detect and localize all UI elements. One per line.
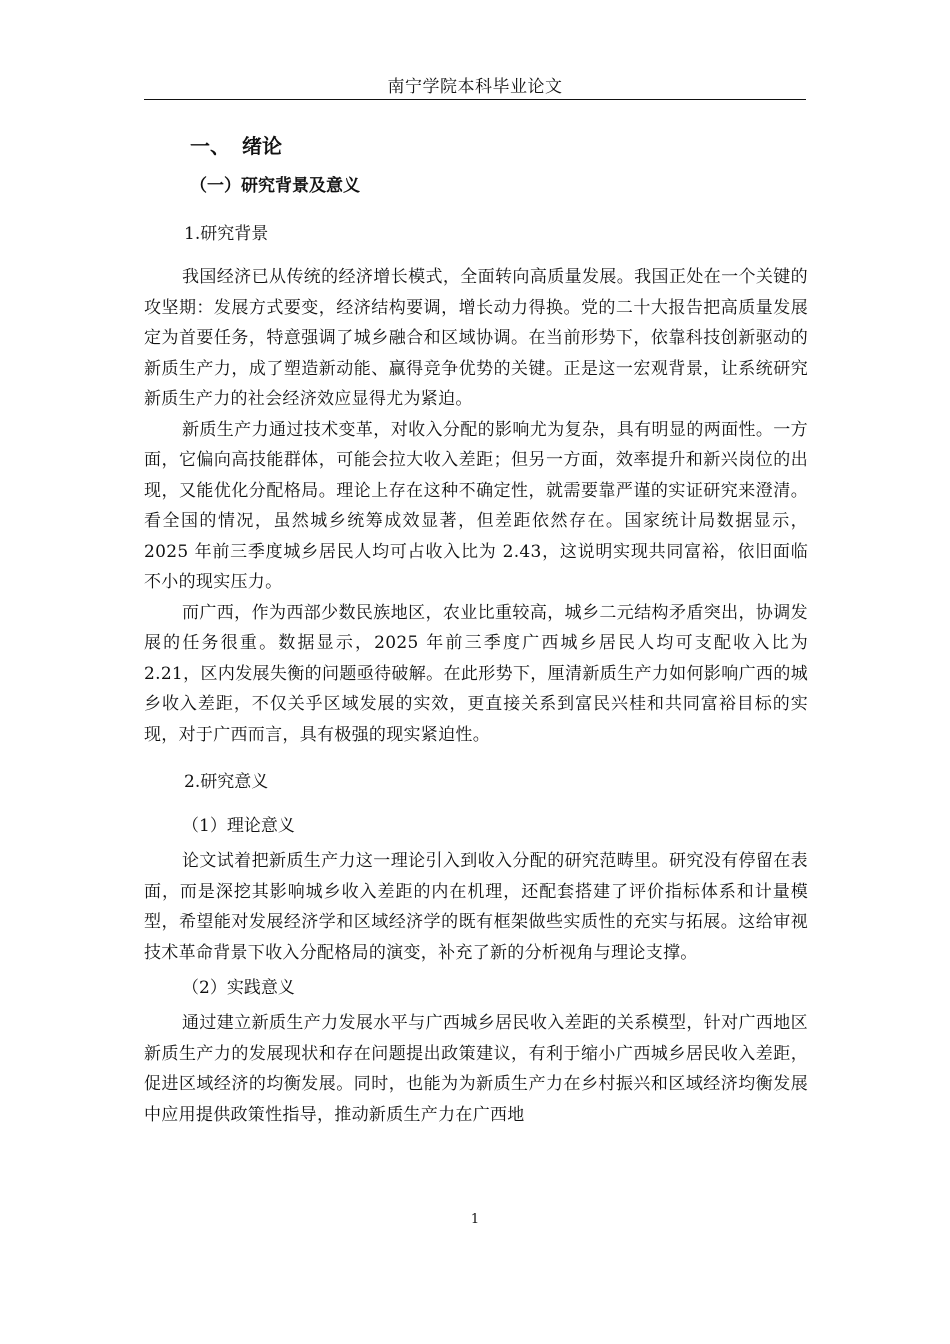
page-number: 1 bbox=[470, 1212, 480, 1227]
document-body bbox=[144, 128, 808, 1130]
background-heading: 1.研究背景 bbox=[184, 224, 269, 244]
section-heading bbox=[144, 128, 808, 164]
background-paragraph-2: 新质生产力通过技术变革，对收入分配的影响尤为复杂，具有明显的两面性。一方面，它偏向高技能群体，可能会拉大收入差距；但另一方面，效率提升和新兴岗位的出现，又能优化分配格局。理论上存在这种不确定性，就需要靠严谨的实证研究来澄清。看全国的情况，虽然城乡统筹成效显著，但差距依然存在。国家统计局数据显示，2025 年前三季度城乡居民人均可占收入比为 2.43，这说明实现共同富裕，依旧面临不小的现实压力。 bbox=[144, 419, 808, 592]
subsection-heading: （一）研究背景及意义 bbox=[190, 176, 360, 196]
section-number: 一、 bbox=[190, 134, 230, 158]
theory-heading: （1）理论意义 bbox=[182, 816, 295, 836]
practice-heading: （2）实践意义 bbox=[182, 978, 295, 998]
page-header: 南宁学院本科毕业论文 bbox=[387, 77, 563, 97]
theory-paragraph: 论文试着把新质生产力这一理论引入到收入分配的研究范畴里。研究没有停留在表面，而是深挖其影响城乡收入差距的内在机理，还配套搭建了评价指标体系和计量模型，希望能对发展经济学和区域经济学的既有框架做些实质性的充实与拓展。这给审视技术革命背景下收入分配格局的演变，补充了新的分析视角与理论支撑。 bbox=[144, 851, 808, 963]
background-paragraph-3: 而广西，作为西部少数民族地区，农业比重较高，城乡二元结构矛盾突出，协调发展的任务很重。数据显示，2025 年前三季度广西城乡居民人均可支配收入比为 2.21，区内发展失衡的问题亟待破解。在此形势下，厘清新质生产力如何影响广西的城乡收入差距，不仅关乎区域发展的实效，更直接关系到富民兴桂和共同富裕目标的实现，对于广西而言，具有极强的现实紧迫性。 bbox=[144, 602, 808, 745]
section-title: 绪论 bbox=[242, 134, 282, 158]
significance-heading: 2.研究意义 bbox=[184, 772, 269, 792]
header-divider bbox=[144, 99, 806, 100]
practice-paragraph: 通过建立新质生产力发展水平与广西城乡居民收入差距的关系模型，针对广西地区新质生产力的发展现状和存在问题提出政策建议，有利于缩小广西城乡居民收入差距，促进区域经济的均衡发展。同时，也能为为新质生产力在乡村振兴和区域经济均衡发展中应用提供政策性指导，推动新质生产力在广西地 bbox=[144, 1013, 808, 1125]
background-paragraph-1: 我国经济已从传统的经济增长模式，全面转向高质量发展。我国正处在一个关键的攻坚期：发展方式要变，经济结构要调，增长动力得换。党的二十大报告把高质量发展定为首要任务，特意强调了城乡融合和区域协调。在当前形势下，依靠科技创新驱动的新质生产力，成了塑造新动能、赢得竞争优势的关键。正是这一宏观背景，让系统研究新质生产力的社会经济效应显得尤为紧迫。 bbox=[144, 267, 808, 409]
